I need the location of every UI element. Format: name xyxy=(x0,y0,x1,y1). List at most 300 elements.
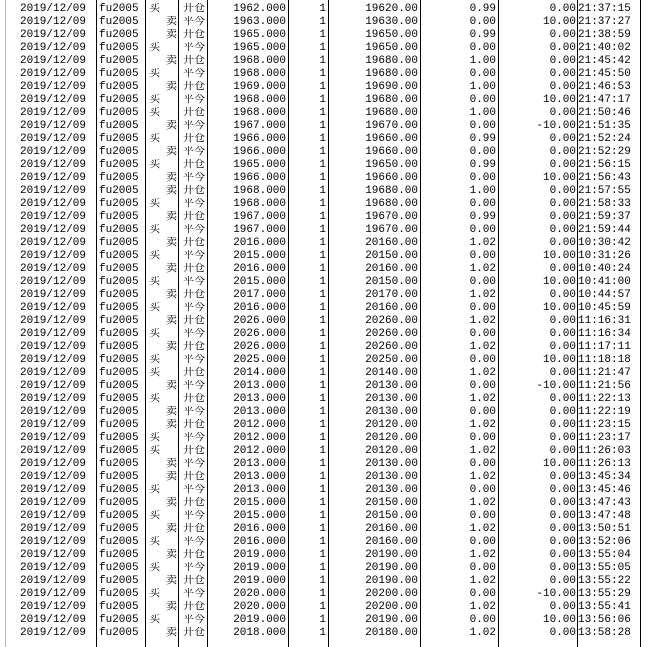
trade-amount: 20260.00 xyxy=(365,328,418,340)
trade-date: 2019/12/09 xyxy=(20,419,87,431)
close-profit: 0.00 xyxy=(549,315,576,327)
trade-fee: 0.00 xyxy=(469,380,496,392)
trade-volume: 1 xyxy=(319,419,326,431)
trade-time: 11:26:13 xyxy=(578,458,631,470)
close-profit: 0.00 xyxy=(549,406,576,418)
trade-volume: 1 xyxy=(319,549,326,561)
trade-amount: 19660.00 xyxy=(365,146,418,158)
close-profit: 10.00 xyxy=(542,614,576,626)
close-profit: 0.00 xyxy=(549,549,576,561)
trade-date: 2019/12/09 xyxy=(20,328,87,340)
trade-side: 卖 xyxy=(166,601,177,613)
trade-volume: 1 xyxy=(319,276,326,288)
trade-amount: 20260.00 xyxy=(365,315,418,327)
trade-volume: 1 xyxy=(319,536,326,548)
trade-fee: 0.00 xyxy=(469,406,496,418)
open-close-flag: 开仓 xyxy=(183,497,205,509)
trade-side: 卖 xyxy=(166,16,177,28)
trade-amount: 20120.00 xyxy=(365,419,418,431)
trade-side: 买 xyxy=(149,367,160,379)
trade-volume: 1 xyxy=(319,224,326,236)
trade-date: 2019/12/09 xyxy=(20,471,87,483)
close-profit: -10.00 xyxy=(536,120,576,132)
contract-code: fu2005 xyxy=(99,133,139,145)
open-close-flag: 平今 xyxy=(183,276,205,288)
trade-side: 买 xyxy=(149,432,160,444)
column-divider xyxy=(96,0,97,647)
close-profit: 10.00 xyxy=(542,354,576,366)
trade-date: 2019/12/09 xyxy=(20,120,87,132)
open-close-flag: 开仓 xyxy=(183,445,205,457)
trade-amount: 20170.00 xyxy=(365,289,418,301)
open-close-flag: 平今 xyxy=(183,68,205,80)
open-close-flag: 平今 xyxy=(183,354,205,366)
trade-amount: 19650.00 xyxy=(365,29,418,41)
trade-volume: 1 xyxy=(319,484,326,496)
trade-fee: 0.00 xyxy=(469,328,496,340)
trade-amount: 20190.00 xyxy=(365,575,418,587)
trade-date: 2019/12/09 xyxy=(20,523,87,535)
trade-amount: 20190.00 xyxy=(365,614,418,626)
trade-amount: 20150.00 xyxy=(365,250,418,262)
trade-side: 买 xyxy=(149,354,160,366)
trade-time: 13:56:06 xyxy=(578,614,631,626)
trade-price: 2013.000 xyxy=(233,406,286,418)
trade-side: 买 xyxy=(149,510,160,522)
trade-fee: 0.99 xyxy=(469,133,496,145)
trade-date: 2019/12/09 xyxy=(20,172,87,184)
trade-fee: 1.00 xyxy=(469,107,496,119)
open-close-flag: 平今 xyxy=(183,302,205,314)
contract-code: fu2005 xyxy=(99,198,139,210)
trade-side: 买 xyxy=(149,276,160,288)
trade-volume: 1 xyxy=(319,523,326,535)
trade-volume: 1 xyxy=(319,172,326,184)
trade-time: 10:44:57 xyxy=(578,289,631,301)
trade-time: 21:38:59 xyxy=(578,29,631,41)
trade-time: 21:56:43 xyxy=(578,172,631,184)
open-close-flag: 开仓 xyxy=(183,107,205,119)
open-close-flag: 开仓 xyxy=(183,601,205,613)
contract-code: fu2005 xyxy=(99,16,139,28)
trade-date: 2019/12/09 xyxy=(20,549,87,561)
trade-fee: 1.02 xyxy=(469,627,496,639)
trade-amount: 20160.00 xyxy=(365,237,418,249)
trade-date: 2019/12/09 xyxy=(20,55,87,67)
open-close-flag: 开仓 xyxy=(183,211,205,223)
open-close-flag: 开仓 xyxy=(183,133,205,145)
trade-amount: 19690.00 xyxy=(365,81,418,93)
trade-date: 2019/12/09 xyxy=(20,354,87,366)
column-divider xyxy=(145,0,146,647)
close-profit: 0.00 xyxy=(549,68,576,80)
trade-fee: 1.02 xyxy=(469,419,496,431)
trade-fee: 0.00 xyxy=(469,172,496,184)
trade-price: 2012.000 xyxy=(233,432,286,444)
open-close-flag: 平今 xyxy=(183,458,205,470)
column-divider xyxy=(420,0,421,647)
trade-price: 2016.000 xyxy=(233,263,286,275)
open-close-flag: 开仓 xyxy=(183,471,205,483)
contract-code: fu2005 xyxy=(99,3,139,15)
trade-side: 卖 xyxy=(166,172,177,184)
trade-date: 2019/12/09 xyxy=(20,276,87,288)
close-profit: 10.00 xyxy=(542,94,576,106)
trade-date: 2019/12/09 xyxy=(20,315,87,327)
trade-side: 买 xyxy=(149,393,160,405)
trade-date: 2019/12/09 xyxy=(20,601,87,613)
trade-amount: 20120.00 xyxy=(365,445,418,457)
trade-time: 11:16:34 xyxy=(578,328,631,340)
close-profit: 10.00 xyxy=(542,458,576,470)
trade-fee: 0.00 xyxy=(469,432,496,444)
contract-code: fu2005 xyxy=(99,627,139,639)
trade-volume: 1 xyxy=(319,94,326,106)
close-profit: 0.00 xyxy=(549,328,576,340)
column-divider xyxy=(207,0,208,647)
contract-code: fu2005 xyxy=(99,315,139,327)
trade-volume: 1 xyxy=(319,120,326,132)
close-profit: 0.00 xyxy=(549,224,576,236)
trade-amount: 19670.00 xyxy=(365,211,418,223)
contract-code: fu2005 xyxy=(99,159,139,171)
trade-amount: 19670.00 xyxy=(365,120,418,132)
trade-volume: 1 xyxy=(319,614,326,626)
trade-side: 卖 xyxy=(166,419,177,431)
trade-price: 1967.000 xyxy=(233,211,286,223)
open-close-flag: 开仓 xyxy=(183,341,205,353)
trade-price: 2016.000 xyxy=(233,302,286,314)
trade-price: 1967.000 xyxy=(233,120,286,132)
open-close-flag: 平今 xyxy=(183,16,205,28)
open-close-flag: 平今 xyxy=(183,224,205,236)
contract-code: fu2005 xyxy=(99,276,139,288)
trade-date: 2019/12/09 xyxy=(20,224,87,236)
trade-amount: 19650.00 xyxy=(365,42,418,54)
trade-date: 2019/12/09 xyxy=(20,16,87,28)
trade-time: 21:56:15 xyxy=(578,159,631,171)
trade-amount: 20130.00 xyxy=(365,380,418,392)
trade-price: 2015.000 xyxy=(233,497,286,509)
trade-amount: 19660.00 xyxy=(365,133,418,145)
trade-amount: 20140.00 xyxy=(365,367,418,379)
contract-code: fu2005 xyxy=(99,380,139,392)
trade-fee: 1.02 xyxy=(469,341,496,353)
close-profit: 0.00 xyxy=(549,510,576,522)
trade-price: 1966.000 xyxy=(233,133,286,145)
trade-fee: 0.00 xyxy=(469,42,496,54)
trade-fee: 0.00 xyxy=(469,588,496,600)
column-divider xyxy=(328,0,329,647)
trade-price: 2018.000 xyxy=(233,627,286,639)
trade-fee: 0.00 xyxy=(469,276,496,288)
contract-code: fu2005 xyxy=(99,523,139,535)
open-close-flag: 开仓 xyxy=(183,549,205,561)
trade-date: 2019/12/09 xyxy=(20,393,87,405)
trade-volume: 1 xyxy=(319,237,326,249)
trade-fee: 1.02 xyxy=(469,549,496,561)
trade-price: 2019.000 xyxy=(233,562,286,574)
trade-amount: 20160.00 xyxy=(365,536,418,548)
trade-date: 2019/12/09 xyxy=(20,458,87,470)
contract-code: fu2005 xyxy=(99,536,139,548)
trade-price: 2026.000 xyxy=(233,328,286,340)
trade-fee: 0.99 xyxy=(469,159,496,171)
trade-time: 21:52:29 xyxy=(578,146,631,158)
trade-volume: 1 xyxy=(319,354,326,366)
trade-price: 2020.000 xyxy=(233,601,286,613)
trade-amount: 20160.00 xyxy=(365,263,418,275)
trade-price: 2015.000 xyxy=(233,250,286,262)
trade-time: 13:55:41 xyxy=(578,601,631,613)
contract-code: fu2005 xyxy=(99,107,139,119)
contract-code: fu2005 xyxy=(99,328,139,340)
trade-fee: 0.00 xyxy=(469,458,496,470)
trade-side: 卖 xyxy=(166,471,177,483)
close-profit: 0.00 xyxy=(549,497,576,509)
trade-amount: 20120.00 xyxy=(365,432,418,444)
trade-date: 2019/12/09 xyxy=(20,94,87,106)
open-close-flag: 开仓 xyxy=(183,237,205,249)
contract-code: fu2005 xyxy=(99,81,139,93)
close-profit: 0.00 xyxy=(549,29,576,41)
contract-code: fu2005 xyxy=(99,484,139,496)
contract-code: fu2005 xyxy=(99,120,139,132)
close-profit: 0.00 xyxy=(549,393,576,405)
trade-volume: 1 xyxy=(319,445,326,457)
trade-side: 卖 xyxy=(166,458,177,470)
open-close-flag: 开仓 xyxy=(183,627,205,639)
trade-amount: 20260.00 xyxy=(365,341,418,353)
trade-time: 13:55:29 xyxy=(578,588,631,600)
trade-time: 13:55:22 xyxy=(578,575,631,587)
close-profit: 0.00 xyxy=(549,133,576,145)
trade-fee: 1.00 xyxy=(469,81,496,93)
contract-code: fu2005 xyxy=(99,29,139,41)
trade-side: 买 xyxy=(149,536,160,548)
trade-side: 卖 xyxy=(166,341,177,353)
trade-time: 21:58:33 xyxy=(578,198,631,210)
trade-date: 2019/12/09 xyxy=(20,588,87,600)
trade-price: 1968.000 xyxy=(233,185,286,197)
trade-side: 买 xyxy=(149,562,160,574)
trade-time: 21:40:02 xyxy=(578,42,631,54)
trade-price: 2016.000 xyxy=(233,523,286,535)
trade-fee: 1.02 xyxy=(469,523,496,535)
close-profit: 0.00 xyxy=(549,289,576,301)
trade-volume: 1 xyxy=(319,601,326,613)
contract-code: fu2005 xyxy=(99,354,139,366)
trade-date: 2019/12/09 xyxy=(20,575,87,587)
contract-code: fu2005 xyxy=(99,601,139,613)
trade-fee: 1.02 xyxy=(469,445,496,457)
trade-time: 11:21:47 xyxy=(578,367,631,379)
contract-code: fu2005 xyxy=(99,367,139,379)
trade-price: 1968.000 xyxy=(233,107,286,119)
trade-date: 2019/12/09 xyxy=(20,497,87,509)
trade-price: 1968.000 xyxy=(233,198,286,210)
open-close-flag: 开仓 xyxy=(183,3,205,15)
trade-price: 2026.000 xyxy=(233,315,286,327)
close-profit: 0.00 xyxy=(549,263,576,275)
trade-volume: 1 xyxy=(319,289,326,301)
close-profit: 0.00 xyxy=(549,601,576,613)
trade-price: 2019.000 xyxy=(233,575,286,587)
open-close-flag: 开仓 xyxy=(183,419,205,431)
trade-date: 2019/12/09 xyxy=(20,627,87,639)
trade-side: 卖 xyxy=(166,523,177,535)
trade-date: 2019/12/09 xyxy=(20,302,87,314)
trade-price: 1967.000 xyxy=(233,224,286,236)
open-close-flag: 平今 xyxy=(183,536,205,548)
open-close-flag: 平今 xyxy=(183,198,205,210)
trade-fee: 0.00 xyxy=(469,198,496,210)
trade-time: 11:23:15 xyxy=(578,419,631,431)
trade-amount: 19630.00 xyxy=(365,16,418,28)
close-profit: 0.00 xyxy=(549,55,576,67)
trade-volume: 1 xyxy=(319,497,326,509)
trade-price: 2013.000 xyxy=(233,484,286,496)
contract-code: fu2005 xyxy=(99,406,139,418)
trade-time: 21:57:55 xyxy=(578,185,631,197)
trade-time: 11:23:17 xyxy=(578,432,631,444)
trade-fee: 1.00 xyxy=(469,55,496,67)
close-profit: 0.00 xyxy=(549,484,576,496)
trade-date: 2019/12/09 xyxy=(20,614,87,626)
close-profit: 0.00 xyxy=(549,107,576,119)
close-profit: 0.00 xyxy=(549,81,576,93)
trade-volume: 1 xyxy=(319,133,326,145)
trade-fee: 0.00 xyxy=(469,16,496,28)
trade-side: 买 xyxy=(149,445,160,457)
open-close-flag: 开仓 xyxy=(183,289,205,301)
trade-fee: 0.00 xyxy=(469,510,496,522)
close-profit: 0.00 xyxy=(549,432,576,444)
trade-fee: 0.99 xyxy=(469,3,496,15)
contract-code: fu2005 xyxy=(99,185,139,197)
trade-date: 2019/12/09 xyxy=(20,81,87,93)
trade-side: 买 xyxy=(149,224,160,236)
trade-time: 21:59:44 xyxy=(578,224,631,236)
trade-time: 11:21:56 xyxy=(578,380,631,392)
column-divider xyxy=(498,0,499,647)
trade-fee: 0.99 xyxy=(469,29,496,41)
trade-time: 21:37:15 xyxy=(578,3,631,15)
trade-date: 2019/12/09 xyxy=(20,562,87,574)
open-close-flag: 平今 xyxy=(183,250,205,262)
trade-date: 2019/12/09 xyxy=(20,289,87,301)
open-close-flag: 平今 xyxy=(183,146,205,158)
trade-time: 11:17:11 xyxy=(578,341,631,353)
trade-price: 2026.000 xyxy=(233,341,286,353)
contract-code: fu2005 xyxy=(99,458,139,470)
close-profit: 10.00 xyxy=(542,276,576,288)
trade-time: 21:46:53 xyxy=(578,81,631,93)
open-close-flag: 开仓 xyxy=(183,159,205,171)
trade-price: 1969.000 xyxy=(233,81,286,93)
trade-volume: 1 xyxy=(319,198,326,210)
trade-side: 卖 xyxy=(166,29,177,41)
trade-volume: 1 xyxy=(319,471,326,483)
trade-price: 1968.000 xyxy=(233,68,286,80)
contract-code: fu2005 xyxy=(99,172,139,184)
trade-volume: 1 xyxy=(319,575,326,587)
trade-side: 卖 xyxy=(166,380,177,392)
trade-volume: 1 xyxy=(319,211,326,223)
trade-fee: 0.00 xyxy=(469,146,496,158)
trade-fee: 0.00 xyxy=(469,536,496,548)
open-close-flag: 开仓 xyxy=(183,523,205,535)
trade-fee: 1.02 xyxy=(469,263,496,275)
trade-price: 1966.000 xyxy=(233,146,286,158)
trade-volume: 1 xyxy=(319,263,326,275)
trade-amount: 20160.00 xyxy=(365,302,418,314)
trade-price: 2016.000 xyxy=(233,536,286,548)
trade-amount: 20250.00 xyxy=(365,354,418,366)
trade-fee: 0.00 xyxy=(469,94,496,106)
contract-code: fu2005 xyxy=(99,393,139,405)
trade-fee: 0.00 xyxy=(469,354,496,366)
trade-amount: 20130.00 xyxy=(365,484,418,496)
trade-volume: 1 xyxy=(319,458,326,470)
contract-code: fu2005 xyxy=(99,211,139,223)
close-profit: 10.00 xyxy=(542,250,576,262)
trade-date: 2019/12/09 xyxy=(20,250,87,262)
trade-side: 买 xyxy=(149,94,160,106)
contract-code: fu2005 xyxy=(99,302,139,314)
trade-fee: 0.00 xyxy=(469,484,496,496)
contract-code: fu2005 xyxy=(99,263,139,275)
trade-fee: 0.00 xyxy=(469,224,496,236)
trade-price: 2016.000 xyxy=(233,237,286,249)
trade-amount: 20150.00 xyxy=(365,497,418,509)
trade-volume: 1 xyxy=(319,627,326,639)
trade-price: 2013.000 xyxy=(233,471,286,483)
close-profit: -10.00 xyxy=(536,380,576,392)
close-profit: 0.00 xyxy=(549,419,576,431)
trade-amount: 20180.00 xyxy=(365,627,418,639)
trade-fee: 0.00 xyxy=(469,562,496,574)
trade-side: 买 xyxy=(149,328,160,340)
trade-date: 2019/12/09 xyxy=(20,263,87,275)
open-close-flag: 开仓 xyxy=(183,263,205,275)
close-profit: 0.00 xyxy=(549,42,576,54)
trade-volume: 1 xyxy=(319,328,326,340)
trade-side: 卖 xyxy=(166,81,177,93)
trade-amount: 19680.00 xyxy=(365,68,418,80)
trade-volume: 1 xyxy=(319,16,326,28)
trade-price: 2014.000 xyxy=(233,367,286,379)
open-close-flag: 平今 xyxy=(183,588,205,600)
trade-fee: 1.02 xyxy=(469,315,496,327)
close-profit: 0.00 xyxy=(549,575,576,587)
trade-date: 2019/12/09 xyxy=(20,536,87,548)
trade-date: 2019/12/09 xyxy=(20,445,87,457)
close-profit: 0.00 xyxy=(549,159,576,171)
trade-fee: 0.00 xyxy=(469,302,496,314)
open-close-flag: 开仓 xyxy=(183,315,205,327)
trade-fee: 1.02 xyxy=(469,367,496,379)
contract-code: fu2005 xyxy=(99,614,139,626)
trade-time: 21:51:35 xyxy=(578,120,631,132)
trade-volume: 1 xyxy=(319,588,326,600)
trade-side: 买 xyxy=(149,198,160,210)
contract-code: fu2005 xyxy=(99,575,139,587)
trade-time: 21:52:24 xyxy=(578,133,631,145)
trade-side: 买 xyxy=(149,133,160,145)
trade-date: 2019/12/09 xyxy=(20,29,87,41)
trade-volume: 1 xyxy=(319,393,326,405)
